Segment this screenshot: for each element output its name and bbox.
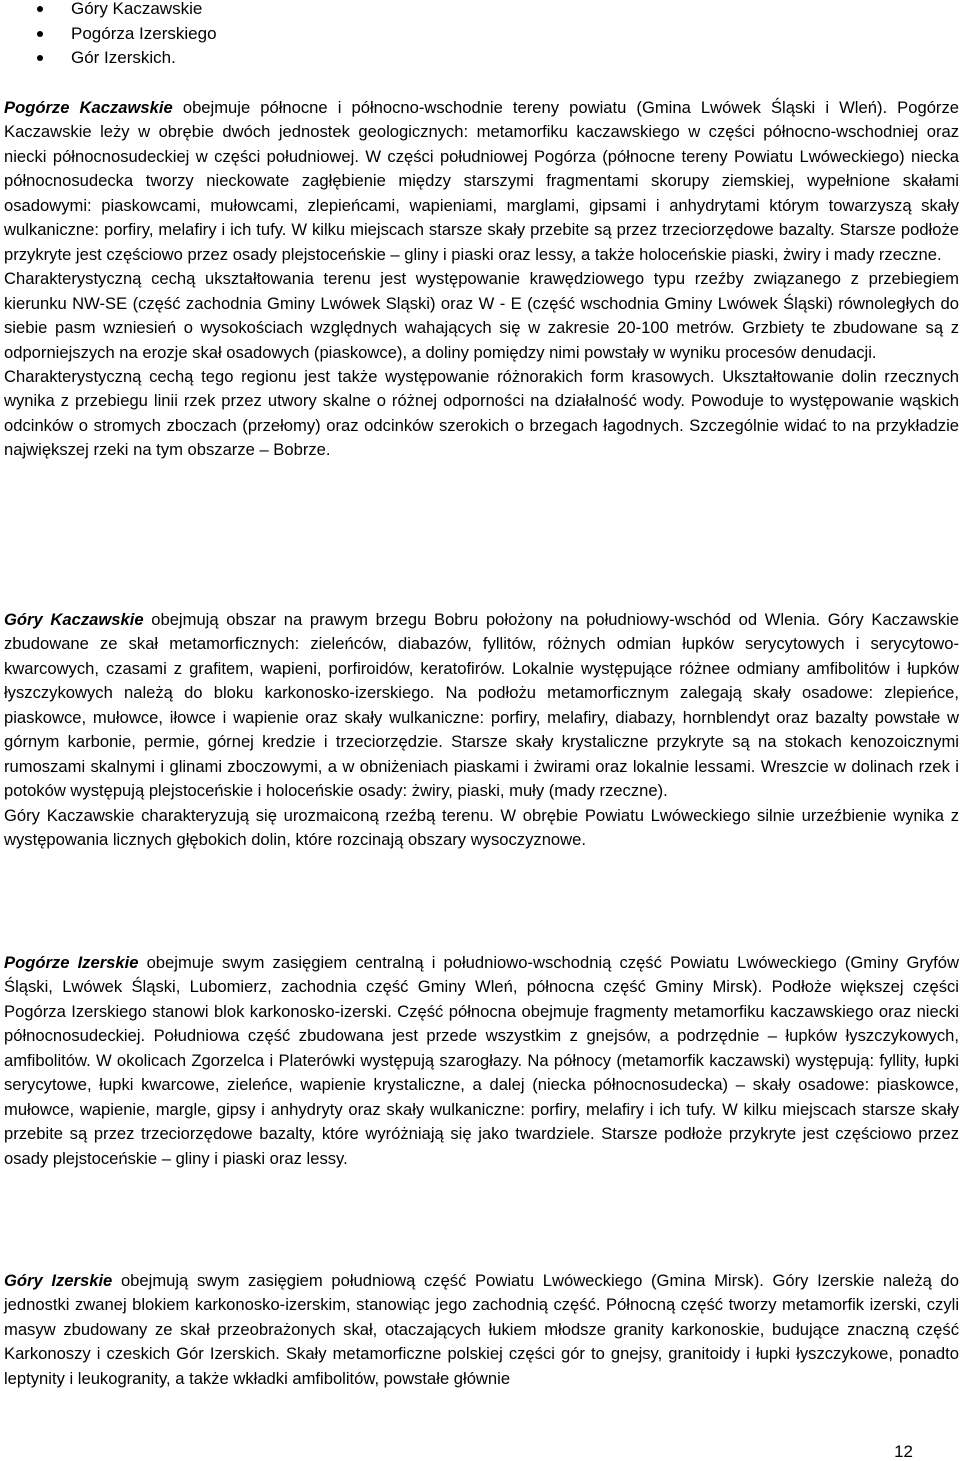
- paragraph: Charakterystyczną cechą ukształtowania terenu jest występowanie krawędziowego typu rzeźby związanego z przebiegiem kierunku NW-SE (część zachodnia Gminy Lwówek Sląski) oraz W - E (część wschodnia Gminy Lwówek Śląski) równoległych do siebie pasm wzniesień o wysokościach względnych wahających się w zakresie 20-100 metrów. Grzbiety te zbudowane są z odporniejszych na erozje skał osadowych (piaskowce), a doliny pomiędzy nimi powstały w wyniku procesów denudacji.: [4, 269, 959, 362]
- section-gory-kaczawskie: [4, 608, 959, 853]
- list-item-text: Gór Izerskich.: [71, 48, 176, 67]
- list-item: [0, 25, 217, 50]
- paragraph-text: obejmują obszar na prawym brzegu Bobru położony na południowy-wschód od Wlenia. Góry Kaczawskie zbudowane ze skał metamorficznych: zieleńców, diabazów, fyllitów, różnych odmian łupków serycytowych i serycytowo-kwarcowych, czasami z grafitem, wapieni, porfiroidów, keratofirów. Lokalnie występujące różnee odmiany amfibolitów i łupków łyszczykowych należą do bloku karkonosko-izerskiego. Na podłożu metamorficznym zalegają skały osadowe: zlepieńce, piaskowce, mułowce, iłowce i wapienie oraz skały wulkaniczne: porfiry, melafiry, diabazy, hornblendyt oraz bazalty powstałe w górnym karbonie, permie, górnej kredzie i trzeciorzędzie. Starsze skały krystaliczne przykryte są na stokach kenozoicznymi rumoszami skalnymi i glinami zboczowymi, a w obniżeniach piaskami i żwirami oraz lokalnie lessami. Wreszcie w dolinach rzek i potoków występują plejstoceńskie i holoceńskie osady: żwiry, piaski, muły (mady rzeczne).: [4, 610, 959, 801]
- paragraph: [4, 951, 959, 1171]
- section-gory-izerskie: [4, 1269, 959, 1391]
- paragraph: [4, 1269, 959, 1391]
- section-lead: Góry Kaczawskie: [4, 610, 144, 629]
- page-number: 12: [894, 1442, 913, 1461]
- paragraph: [4, 608, 959, 804]
- paragraph: [4, 96, 959, 267]
- section-lead: Góry Izerskie: [4, 1271, 113, 1290]
- section-pogorze-kaczawskie: [4, 96, 959, 463]
- bullet-icon: [37, 31, 43, 37]
- paragraph-text: obejmuje północne i północno-wschodnie tereny powiatu (Gmina Lwówek Śląski i Wleń). Pogórze Kaczawskie leży w obrębie dwóch jednostek geologicznych: metamorfiku kaczawskiego w części północno-wschodniej oraz niecki północnosudeckiej w części południowej. W części południowej Pogórza (północne tereny Powiatu Lwóweckiego) niecka północnosudecka tworzy nieckowate zagłębienie między starszymi fragmentami skorupy ziemskiej, wypełnione skałami osadowymi: piaskowcami, mułowcami, zlepieńcami, wapieniami, marglami, gipsami i anhydrytami którym towarzyszą skały wulkaniczne: porfiry, melafiry i ich tufy. W kilku miejscach starsze skały przebite są przez trzeciorzędowe bazalty. Starsze podłoże przykryte jest częściowo przez osady plejstoceńskie – gliny i piaski oraz lessy, a także holoceńskie piaski, żwiry i mady rzeczne.: [4, 98, 959, 264]
- list-item: [0, 0, 217, 25]
- list-item-text: Góry Kaczawskie: [71, 0, 203, 18]
- bullet-list: [0, 0, 217, 74]
- paragraph: Góry Kaczawskie charakteryzują się urozmaiconą rzeźbą terenu. W obrębie Powiatu Lwóweckiego silnie urzeźbienie wynika z występowania licznych głębokich dolin, które rozcinają obszary wysoczyznowe.: [4, 805, 959, 850]
- list-item-text: Pogórza Izerskiego: [71, 23, 217, 43]
- paragraph: Charakterystyczną cechą tego regionu jest także występowanie różnorakich form krasowych. Ukształtowanie dolin rzecznych wynika z przebiegu linii rzek przez utwory skalne o różnej odporności na działalność wody. Powoduje to występowanie wąskich odcinków o stromych zboczach (przełomy) oraz odcinków szerokich o brzegach łagodnych. Szczególnie widać to na przykładzie największej rzeki na tym obszarze – Bobrze.: [4, 366, 959, 460]
- section-lead: Pogórze Kaczawskie: [4, 98, 173, 117]
- section-lead: Pogórze Izerskie: [4, 953, 139, 972]
- section-pogorze-izerskie: [4, 951, 959, 1171]
- paragraph-text: obejmuje swym zasięgiem centralną i południowo-wschodnią część Powiatu Lwóweckiego (Gminy Gryfów Śląski, Lwówek Śląski, Lubomierz, zachodnia część Gminy Wleń, północna część Gminy Mirsk). Podłoże większej części Pogórza Izerskiego stanowi blok karkonosko-izerski. Część północna obejmuje fragmenty metamorfiku kaczawskiego oraz niecki północnosudeckiej. Południowa część zbudowana jest przede wszystkim z gnejsów, a podrzędnie – łupków łyszczykowych, amfibolitów. W okolicach Zgorzelca i Platerówki występują szarogłazy. Na północy (metamorfik kaczawski) występują: fyllity, łupki serycytowe, łupki kwarcowe, zieleńce, wapienie krystaliczne, a dalej (niecka północnosudecka) – skały osadowe: piaskowce, mułowce, wapienie, margle, gipsy i anhydryty oraz skały wulkaniczne: porfiry, melafiry i ich tufy. W kilku miejscach starsze skały przebite są przez trzeciorzędowe bazalty, które wyróżniają się jako twardziele. Starsze podłoże przykryte jest częściowo przez osady plejstoceńskie – gliny i piaski oraz lessy.: [4, 953, 959, 1168]
- list-item: [0, 49, 217, 74]
- paragraph-text: obejmują swym zasięgiem południową część Powiatu Lwóweckiego (Gmina Mirsk). Góry Izerskie należą do jednostki zwanej blokiem karkonosko-izerskim, stanowiąc jego zachodnią część. Północną część tworzy metamorfik izerski, czyli masyw zbudowany ze skał przeobrażonych skał, otaczających łukiem młodsze granity karkonoskie, budujące znaczną część Karkonoszy i czeskich Gór Izerskich. Skały metamorficzne polskiej części gór to gnejsy, granitoidy i łupki łyszczykowe, ponadto leptynity i leukogranity, a także wkładki amfibolitów, powstałe głównie: [4, 1271, 959, 1388]
- bullet-icon: [37, 55, 43, 61]
- bullet-icon: [37, 6, 43, 12]
